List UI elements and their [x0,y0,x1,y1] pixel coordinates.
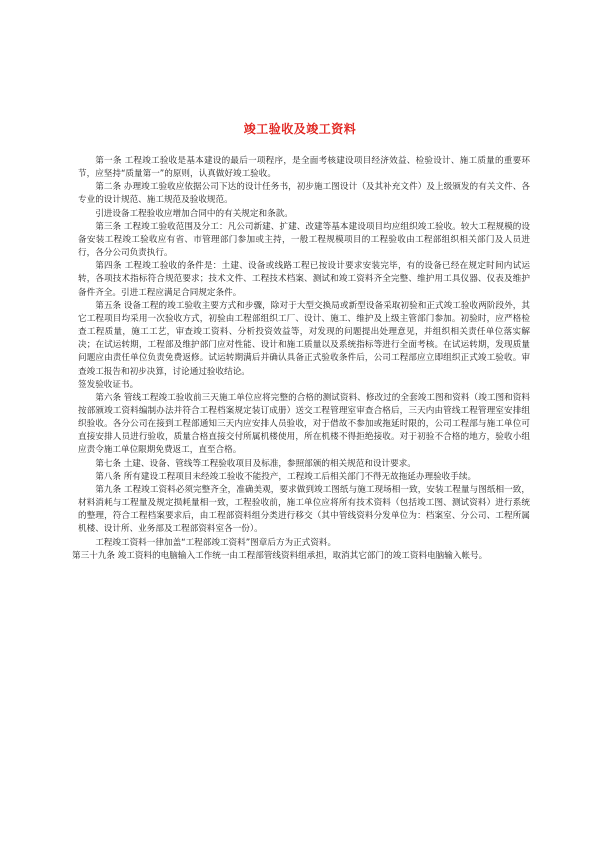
paragraph-stamp-note: 工程竣工资料一律加盖“工程部竣工资料”图章后方为正式资料。 [95,537,337,548]
document-body [72,155,530,563]
paragraph-article-7: 第七条 土建、设备、管线等工程验收项目及标准，参照部颁的相关规范和设计要求。 [95,458,416,469]
paragraph-article-39: 第三十九条 竣工资料的电脑输入工作统一由工程部管线资料组承担，取消其它部门的竣工资料电脑输入帐号。 [72,550,488,561]
paragraph-article-2: 第二条 办理竣工验收应依据公司下达的设计任务书，初步施工图设计（及其补充文件）及上级颁发的有关文件、各专业的设计规范、施工规范及验收规范。 [78,182,530,206]
paragraph-article-8: 第八条 所有建设工程项目未经竣工验收不能投产，工程竣工后相关部门不得无故拖延办理验收手续。 [95,471,477,482]
paragraph-article-1: 第一条 工程竣工验收是基本建设的最后一项程序，是全面考核建设项目经济效益、检验设计、施工质量的重要环节，应坚持“质量第一”的原则，认真做好竣工验收。 [78,156,530,180]
paragraph-article-3: 第三条 工程竣工验收范围及分工：凡公司新建、扩建、改建等基本建设项目均应组织竣工验收。较大工程规模的设备安装工程竣工验收应有省、市管理部门参加或主持，一般工程规模项目的工程验收由工程部组织相关部门及人员进行，各分公司负责执行。 [78,221,530,259]
paragraph-article-6: 第六条 管线工程竣工验收前三天施工单位应将完整的合格的测试资料、修改过的全套竣工图和资料（竣工图和资料按部颁竣工资料编制办法并符合工程档案规定装订成册）送交工程管理室审查合格后，三天内由管线工程管理室安排组织验收。各分公司在接到工程部通知三天内应安排人员验收，对于借故不参加或拖延时限的，公司工程部与施工单位可直接安排人员进行验收，质量合格直接交付所属机楼使用，所在机楼不得拒绝接收。对于初验不合格的地方，验收小组应责令施工单位限期免费返工，直至合格。 [78,392,530,456]
paragraph-article-5: 第五条 设备工程的竣工验收主要方式和步骤，除对于大型交换局或新型设备采取初验和正式竣工验收两阶段外，其它工程项目均采用一次验收方式，初验由工程部组织工厂、设计、施工、维护及上级主管部门参加。初验时，应严格检查工程质量，施工工艺，审查竣工资料、分析投资效益等，对发现的问题提出处理意见，并组织相关责任单位落实解决；在试运转期，工程部及维护部门应对性能、设计和施工质量以及系统指标等进行全面考核。在试运转期，发现质量问题应由责任单位负责免费返修。试运转期满后并确认具备正式验收条件后，公司工程部应立即组织正式竣工验收。审查竣工报告和初步决算，讨论通过验收结论。 [78,300,530,377]
paragraph-article-9: 第九条 工程竣工资料必须完整齐全，准确美观，要求做到竣工图纸与施工现场相一致，安装工程量与图纸相一致，材料消耗与工程量及规定损耗量相一致，工程验收前，施工单位应将所有技术资料（包括竣工图、测试资料）进行系统的整理，符合工程档案要求后，由工程部资料组分类进行移交（其中管线资料分发单位为：档案室、分公司、工程所属机楼、设计所、业务部及工程部资料室各一份）。 [78,484,530,535]
paragraph-certificate: 签发验收证书。 [78,379,139,390]
document-title: 竣工验收及竣工资料 [243,122,357,136]
paragraph-imported-equipment: 引进设备工程验收应增加合同中的有关规定和条款。 [95,208,293,219]
paragraph-article-4: 第四条 工程竣工验收的条件是：土建、设备或线路工程已按设计要求安装完毕，有的设备已经在规定时间内试运转，各项技术指标符合规范要求；技术文件、工程技术档案、测试和竣工资料齐全完整、维护用工具仪器、仪表及维护备件齐全。引进工程应满足合同规定条件。 [78,261,530,298]
